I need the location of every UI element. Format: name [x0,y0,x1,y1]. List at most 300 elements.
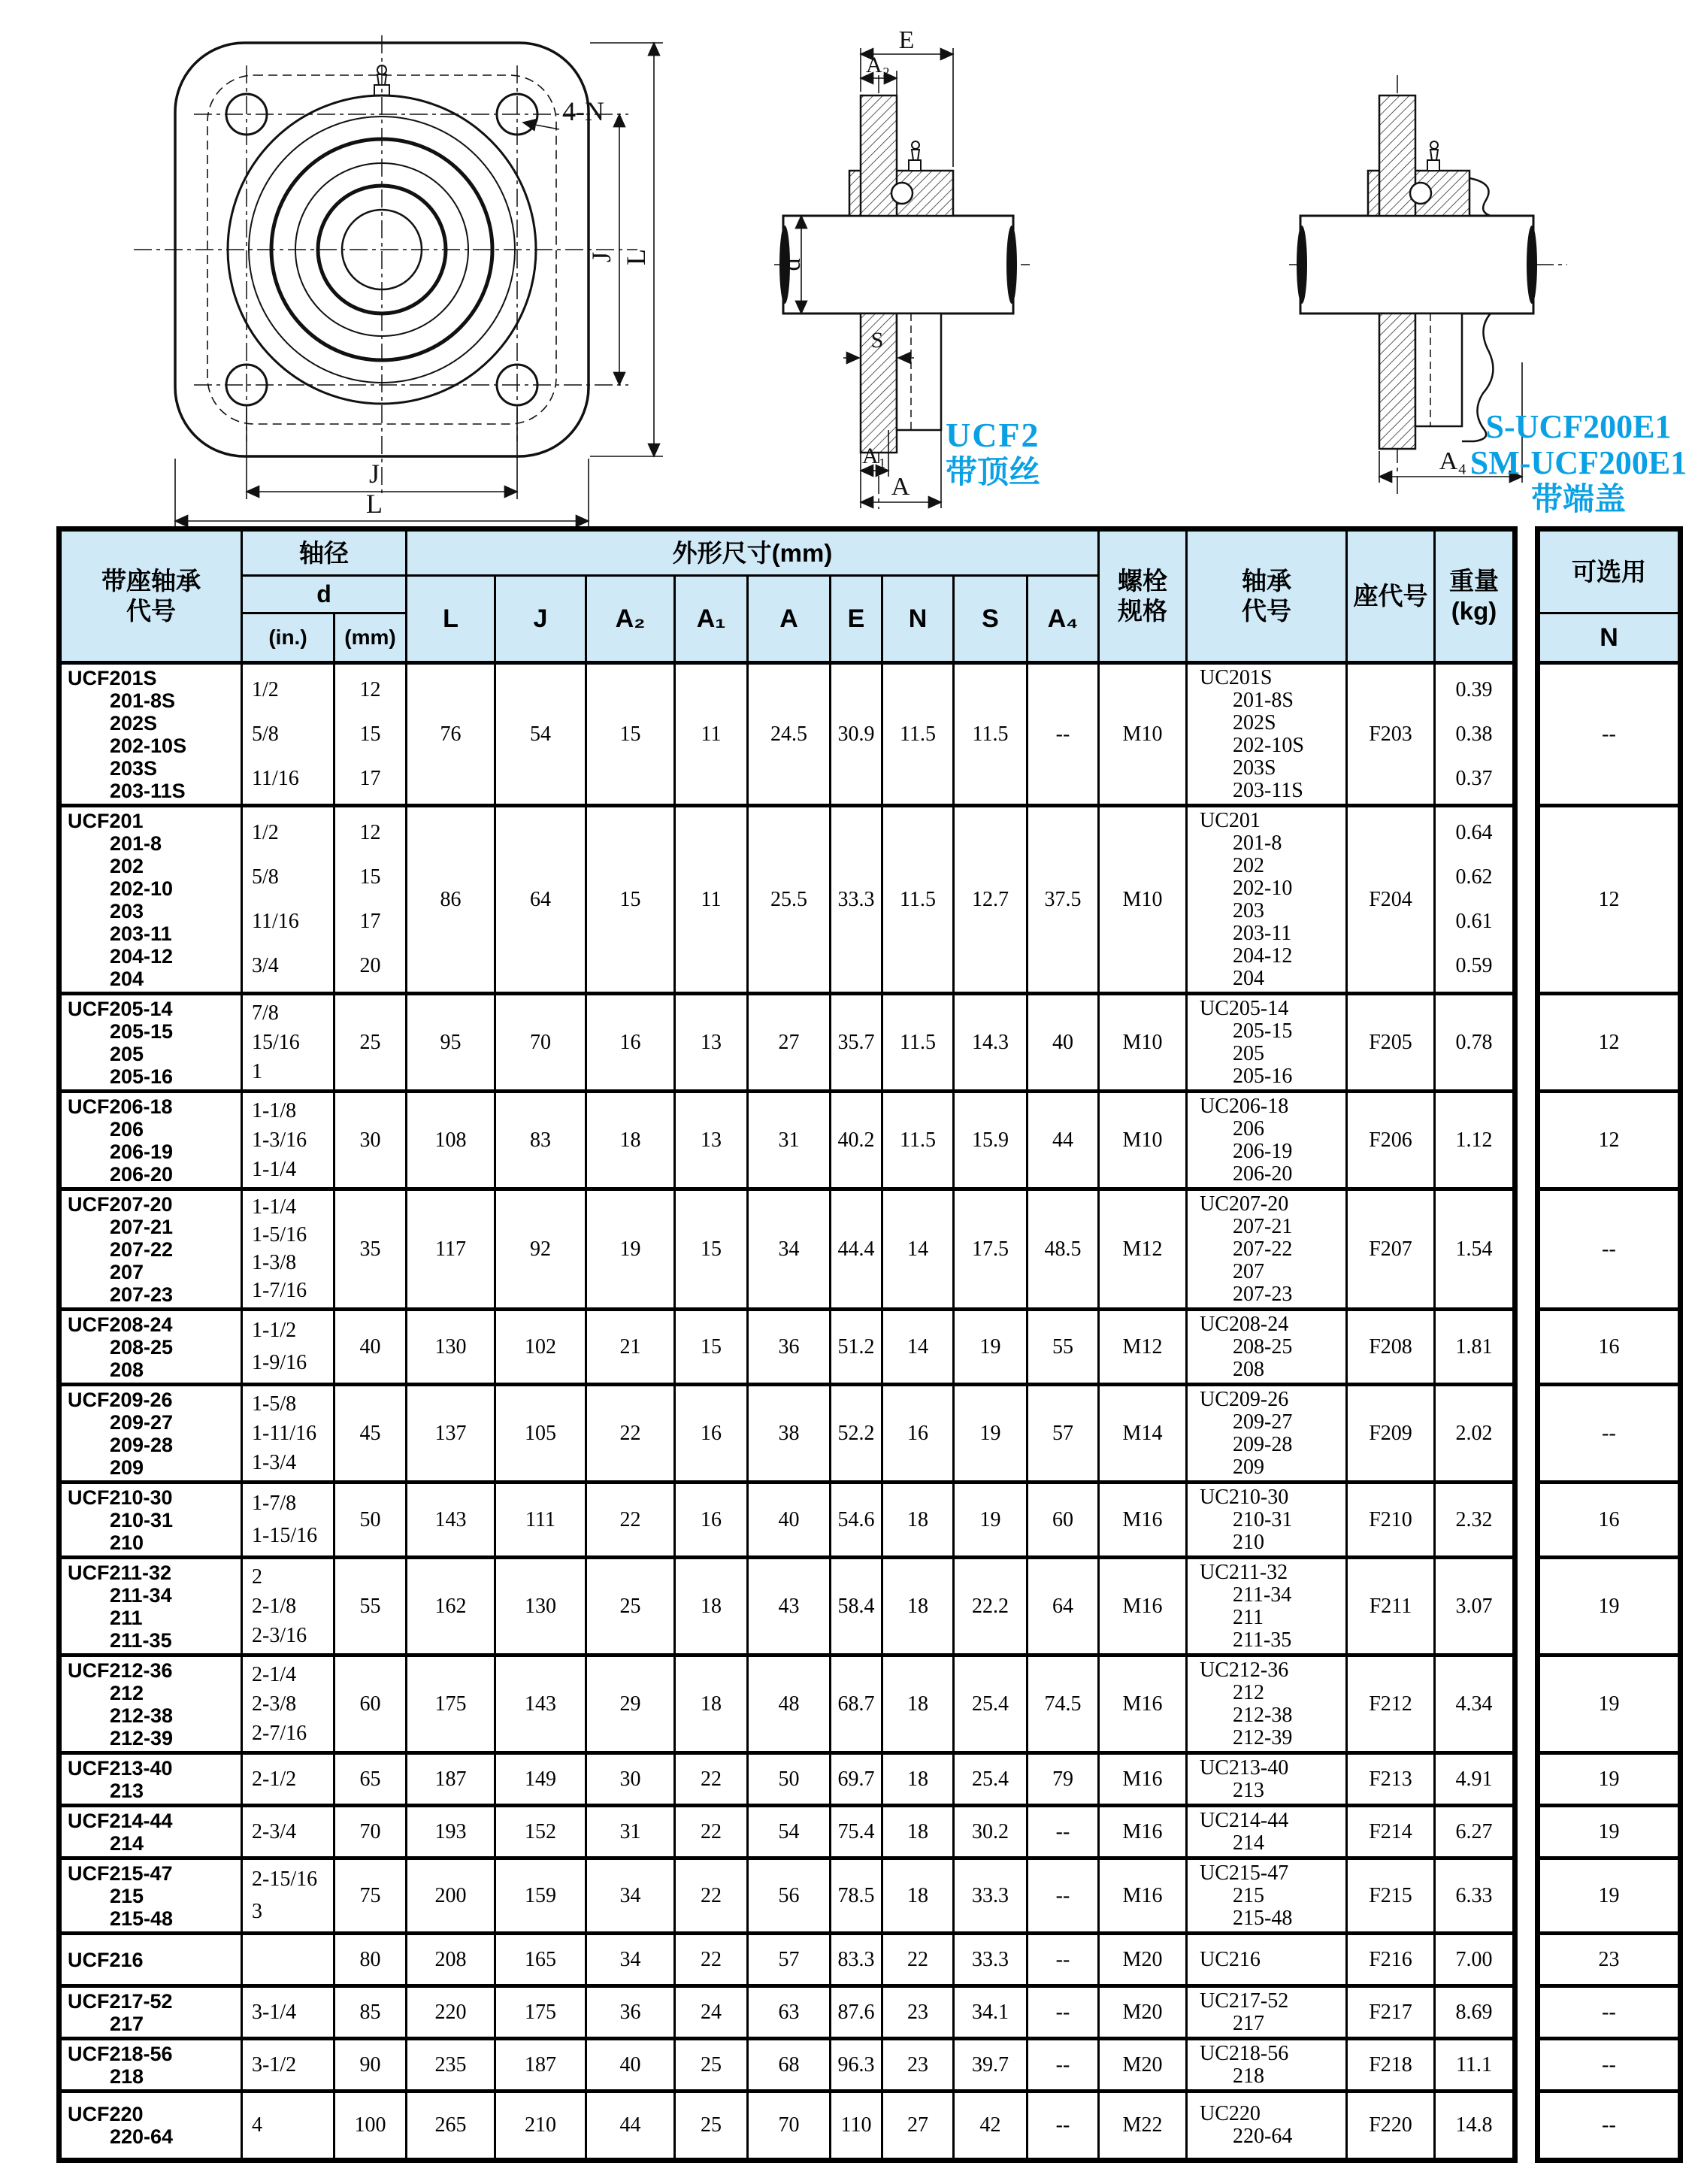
text-line: 202-10S [110,734,187,757]
text-line: UCF201S [68,666,157,689]
dim-n-cell: 18 [883,1860,955,1935]
dim-e-cell: 52.2 [831,1386,883,1484]
text-line: 202 [1233,853,1264,877]
text-line: 215-48 [110,1907,174,1930]
shaft-dia-mm-cell [335,807,407,995]
dim-l-cell: 220 [407,1988,496,2040]
shaft-end [1006,226,1017,304]
dim-a4-cell: 55 [1028,1311,1100,1386]
bearing-code-cell [1188,1484,1348,1559]
optional-n-cell: 16 [1540,1311,1678,1386]
shaft-dia-inch-cell [243,1386,335,1484]
dim-a1-cell: 24 [676,1988,749,2040]
text-line: 208 [1233,1357,1264,1381]
header-dim-a1: A₁ [676,577,749,665]
dim-j-cell: 149 [496,1755,587,1807]
text-line: 5/8 [252,722,279,746]
header-line: 带座轴承 [101,567,201,595]
text-line: 1-7/16 [252,1278,307,1302]
text-line: 3.07 [1455,1594,1493,1618]
header-dim-e: E [831,577,883,665]
dim-a4-cell: -- [1028,1860,1100,1935]
text-line: 210-31 [1233,1507,1293,1531]
shaft-dia-mm-cell [335,1988,407,2040]
text-line: UC213-40 [1200,1755,1289,1780]
text-line: UC210-30 [1200,1485,1289,1509]
dim-l-cell: 175 [407,1657,496,1755]
bolt-size-cell: M12 [1100,1191,1188,1311]
bolt-size-cell: M10 [1100,807,1188,995]
text-line: 203 [110,899,144,922]
dim-a-cell: 31 [749,1093,831,1191]
text-line: 35 [359,1237,381,1261]
bolt-size-cell: M10 [1100,995,1188,1093]
housed-bearing-code-cell [62,1093,243,1191]
bearing-code-lines [1200,1486,1292,1554]
bolt-size-cell: M20 [1100,1935,1188,1988]
bearing-code-cell [1188,1093,1348,1191]
text-line: 1-5/16 [252,1223,307,1247]
optional-n-cell: -- [1540,665,1678,807]
weight-cell [1436,2093,1512,2158]
dim-l-cell: 162 [407,1559,496,1657]
dim-label-a4: A₄ [1439,447,1467,475]
dim-label-j-bottom: J [368,459,380,489]
weight-cell [1436,995,1512,1093]
dim-a1-cell: 22 [676,1860,749,1935]
text-line: 209 [1233,1455,1264,1479]
text-line: 15 [359,722,381,746]
text-line: 201-8S [110,689,176,712]
dim-a4-cell: 40 [1028,995,1100,1093]
optional-n-table [1535,526,1683,2163]
bearing-code-cell [1188,807,1348,995]
dim-e-cell: 87.6 [831,1988,883,2040]
dim-a-cell: 43 [749,1559,831,1657]
bearing-code-lines [1200,2103,1292,2148]
optional-n-cell: 19 [1540,1807,1678,1860]
text-line: 1/2 [252,820,279,844]
header-d: d [243,577,407,614]
text-line: 217 [1233,2011,1264,2035]
dim-e-cell: 83.3 [831,1935,883,1988]
text-line: 208-25 [1233,1334,1293,1359]
weight-cell [1436,1191,1512,1311]
dim-j-cell: 64 [496,807,587,995]
bearing-code-lines [1200,1757,1288,1802]
text-line: 0.38 [1455,722,1493,746]
housing-code-cell: F206 [1348,1093,1436,1191]
dim-a1-cell: 11 [676,807,749,995]
text-line: 214 [110,1831,144,1855]
dim-l-cell: 235 [407,2040,496,2093]
text-line: 214 [1233,1831,1264,1855]
dim-label-a: A [891,473,910,501]
text-line: 15 [359,865,381,889]
text-line: UCF205-14 [68,997,173,1020]
caption-line: 带顶丝 [946,456,1041,490]
housing-code-cell: F216 [1348,1935,1436,1988]
header-line: 重量 [1449,567,1499,595]
dim-j-cell: 143 [496,1657,587,1755]
dim-j-cell: 130 [496,1559,587,1657]
bearing-code-lines [1200,1389,1292,1479]
header-dim-j: J [496,577,587,665]
text-line: 3-1/4 [252,2000,297,2024]
dim-a2-cell: 29 [587,1657,676,1755]
dim-a2-cell: 44 [587,2093,676,2158]
text-line: 207-22 [1233,1237,1293,1261]
housed-bearing-code-cell [62,1935,243,1988]
bearing-code-lines [1200,1862,1292,1930]
text-line: 215-48 [1233,1906,1293,1930]
text-line: 3/4 [252,954,279,978]
text-line: 209-28 [1233,1432,1293,1456]
dim-j-cell: 54 [496,665,587,807]
text-line: UC201S [1200,665,1273,689]
housing-code-cell: F209 [1348,1386,1436,1484]
text-line: 204 [110,967,144,990]
shaft [1300,216,1533,314]
dim-a1-cell: 25 [676,2093,749,2158]
optional-n-cell: 23 [1540,1935,1678,1988]
dim-j-cell: 165 [496,1935,587,1988]
housing-code-cell: F205 [1348,995,1436,1093]
text-line: 7.00 [1455,1947,1493,1971]
text-line: 208-25 [110,1335,174,1359]
text-line: UC201 [1200,808,1261,832]
optional-n-cell: -- [1540,1386,1678,1484]
text-line: 1-3/4 [252,1450,297,1474]
dim-s-cell: 19 [955,1311,1028,1386]
housing-code-cell: F215 [1348,1860,1436,1935]
text-line: 25 [359,1030,381,1054]
text-line: 201-8 [1233,831,1282,855]
text-line: 217 [110,2012,144,2035]
text-line: UC212-36 [1200,1658,1289,1682]
dim-a-cell: 70 [749,2093,831,2158]
text-line: 212-38 [110,1704,174,1727]
text-line: 203-11S [110,779,186,802]
dim-j-cell: 105 [496,1386,587,1484]
housed-bearing-code-cell [62,1386,243,1484]
text-line: 80 [359,1947,381,1971]
text-line: 8.69 [1455,2000,1493,2024]
text-line: 0.61 [1455,910,1493,934]
dim-e-cell: 35.7 [831,995,883,1093]
text-line: 1-5/8 [252,1392,297,1416]
text-line: 211-35 [1233,1628,1292,1652]
dim-e-cell: 68.7 [831,1657,883,1755]
text-line: 203 [1233,898,1264,922]
dim-a4-cell: 48.5 [1028,1191,1100,1311]
dim-a2-cell: 40 [587,2040,676,2093]
bearing-code-cell [1188,1988,1348,2040]
dim-l-cell: 265 [407,2093,496,2158]
shaft-dia-inch-cell [243,1860,335,1935]
bolt-size-cell: M16 [1100,1657,1188,1755]
dim-a-cell: 50 [749,1755,831,1807]
dim-a4-cell: 44 [1028,1093,1100,1191]
housed-bearing-code-cell [62,1860,243,1935]
text-line: 212-38 [1233,1703,1293,1727]
bolt-size-cell: M20 [1100,1988,1188,2040]
header-optional: 可选用 [1540,532,1678,614]
header-inch: (in.) [243,614,335,665]
text-line: 206-20 [110,1162,174,1186]
text-line: 209-27 [110,1410,174,1434]
dim-n-cell: 11.5 [883,995,955,1093]
housing-code-cell: F207 [1348,1191,1436,1311]
text-line: 206-20 [1233,1162,1293,1186]
text-line: 3 [252,1900,262,1924]
dim-a-cell: 34 [749,1191,831,1311]
text-line: 201-8S [1233,688,1294,712]
header-weight [1436,532,1512,665]
bearing-code-cell [1188,1935,1348,1988]
text-line: UC216 [1200,1947,1261,1971]
header-line: 代号 [1242,597,1291,625]
dim-a-cell: 27 [749,995,831,1093]
text-line: UCF212-36 [68,1658,173,1682]
text-line: 205-16 [110,1065,174,1088]
dim-a4-cell: 64 [1028,1559,1100,1657]
dim-n-cell: 18 [883,1755,955,1807]
text-line: 202-10 [1233,876,1293,900]
dim-a-cell: 68 [749,2040,831,2093]
weight-cell [1436,1755,1512,1807]
dim-a2-cell: 15 [587,807,676,995]
text-line: 206 [110,1117,144,1140]
weight-cell [1436,1988,1512,2040]
housing-code-cell: F218 [1348,2040,1436,2093]
text-line: UCF214-44 [68,1809,173,1832]
flange-leg [897,314,941,430]
text-line: UCF207-20 [68,1192,173,1216]
dim-a-cell: 57 [749,1935,831,1988]
dim-label-s: S [870,328,884,353]
dim-e-cell: 78.5 [831,1860,883,1935]
text-line: 213 [1233,1778,1264,1802]
dim-e-cell: 58.4 [831,1559,883,1657]
dim-a2-cell: 31 [587,1807,676,1860]
caption-line: SM-UCF200E1 [1469,444,1687,481]
dim-n-cell: 18 [883,1807,955,1860]
bearing-code-lines [1200,1562,1291,1652]
text-line: 4 [252,2113,262,2137]
dim-e-cell: 110 [831,2093,883,2158]
text-line: 45 [359,1421,381,1445]
housed-bearing-code-cell [62,1191,243,1311]
shaft-dia-inch-cell [243,1935,335,1988]
dim-e-cell: 54.6 [831,1484,883,1559]
text-line: 211-34 [110,1583,172,1607]
shaft [783,216,1013,314]
text-line: UCF201 [68,809,144,832]
dim-j-cell: 159 [496,1860,587,1935]
dim-a4-cell: 37.5 [1028,807,1100,995]
bearing-code-lines [1200,1810,1288,1855]
shaft-dia-mm-cell [335,2093,407,2158]
dim-j-cell: 111 [496,1484,587,1559]
spec-table [56,526,1518,2163]
dim-l-cell: 187 [407,1755,496,1807]
shaft-dia-inch-cell [243,2093,335,2158]
shaft-dia-inch-cell [243,665,335,807]
dim-e-cell: 69.7 [831,1755,883,1807]
text-line: UC206-18 [1200,1094,1289,1118]
bearing-code-cell [1188,1311,1348,1386]
text-line: 17 [359,910,381,934]
housed-bearing-code-cell [62,1755,243,1807]
text-line: UCF217-52 [68,1989,173,2013]
text-line: 1/2 [252,677,279,701]
dim-a2-cell: 16 [587,995,676,1093]
bearing-code-cell [1188,665,1348,807]
text-line: 204 [1233,966,1264,990]
shaft-dia-mm-cell [335,1311,407,1386]
header-line: 轴承 [1242,567,1291,595]
header-dim-l: L [407,577,496,665]
text-line: 203-11 [110,922,172,945]
text-line: 6.27 [1455,1819,1493,1843]
text-line: 1-9/16 [252,1351,307,1375]
text-line: 65 [359,1767,381,1791]
text-line: UC215-47 [1200,1861,1289,1885]
text-line: UC214-44 [1200,1808,1289,1832]
dim-j-cell: 152 [496,1807,587,1860]
text-line: 202 [110,854,144,877]
dim-label-l-right: L [621,249,651,265]
dim-a2-cell: 21 [587,1311,676,1386]
text-line: 30 [359,1128,381,1152]
housed-bearing-code-cell [62,1807,243,1860]
dim-a2-cell: 18 [587,1093,676,1191]
caption-line: UCF2 [946,416,1040,454]
text-line: 1-3/16 [252,1128,307,1152]
text-line: 203S [1233,756,1276,780]
bearing-code-cell [1188,1807,1348,1860]
optional-n-cell: 16 [1540,1484,1678,1559]
optional-n-cell: 19 [1540,1755,1678,1807]
bearing-code-lines [1200,1990,1288,2035]
dim-a1-cell: 11 [676,665,749,807]
bearing-code-cell [1188,995,1348,1093]
text-line: 1-15/16 [252,1524,318,1548]
housed-bearing-code-cell [62,2093,243,2158]
weight-cell [1436,807,1512,995]
text-line: 1.54 [1455,1237,1493,1261]
dim-a-cell: 54 [749,1807,831,1860]
header-bearing-code [1188,532,1348,665]
dim-a4-cell: 57 [1028,1386,1100,1484]
bearing-code-cell [1188,1559,1348,1657]
dim-a4-cell: -- [1028,1807,1100,1860]
text-line: 202S [1233,710,1276,735]
header-line: 代号 [126,597,176,625]
text-line: 211 [110,1606,143,1629]
optional-n-cell: -- [1540,2093,1678,2158]
bearing-ball [1410,183,1431,204]
header-dim-a4: A₄ [1028,577,1100,665]
bolt-size-cell: M16 [1100,1755,1188,1807]
shaft-dia-mm-cell [335,1093,407,1191]
dim-a-cell: 38 [749,1386,831,1484]
dim-s-cell: 19 [955,1484,1028,1559]
dim-n-cell: 11.5 [883,1093,955,1191]
dim-label-j-right: J [586,251,616,263]
header-optional-n: N [1540,614,1678,665]
weight-cell [1436,665,1512,807]
dim-s-cell: 42 [955,2093,1028,2158]
text-line: 207 [110,1260,144,1283]
shaft-dia-mm-cell [335,1559,407,1657]
text-line: 50 [359,1507,381,1531]
shaft-dia-inch-cell [243,1657,335,1755]
dim-n-cell: 23 [883,2040,955,2093]
header-housing-code: 座代号 [1348,532,1436,665]
bearing-code-cell [1188,1386,1348,1484]
text-line: 1-1/4 [252,1195,297,1219]
text-line: UC218-56 [1200,2041,1289,2065]
flange-lower-section [1379,314,1415,449]
shaft-dia-mm-cell [335,1657,407,1755]
dim-e-cell: 96.3 [831,2040,883,2093]
housed-bearing-code-cell [62,995,243,1093]
shaft-dia-inch-cell [243,1093,335,1191]
text-line: UC220 [1200,2102,1261,2125]
dim-s-cell: 25.4 [955,1657,1028,1755]
text-line: 70 [359,1819,381,1843]
caption-line: S-UCF200E1 [1485,408,1672,445]
text-line: UCF218-56 [68,2042,173,2065]
dim-a-cell: 36 [749,1311,831,1386]
housing-code-cell: F217 [1348,1988,1436,2040]
text-line: UCF220 [68,2103,144,2125]
dim-a4-cell: -- [1028,2040,1100,2093]
dim-a-cell: 56 [749,1860,831,1935]
text-line: 203S [110,756,158,780]
shaft-dia-mm-cell [335,1191,407,1311]
dim-n-cell: 23 [883,1988,955,2040]
dim-a1-cell: 22 [676,1755,749,1807]
dim-label-a2: A₂ [865,53,891,77]
text-line: 0.39 [1455,677,1493,701]
text-line: 209 [110,1455,144,1479]
dim-label-d: d [778,258,806,271]
front-view-drawing [111,32,735,532]
text-line: 55 [359,1594,381,1618]
text-line: 211-35 [110,1628,172,1652]
dim-e-cell: 51.2 [831,1311,883,1386]
housing-code-cell: F214 [1348,1807,1436,1860]
weight-cell [1436,1657,1512,1755]
dim-n-cell: 14 [883,1311,955,1386]
header-line: 规格 [1118,597,1167,625]
text-line: 0.59 [1455,954,1493,978]
caption-sucf200e1 [1443,409,1704,519]
housed-bearing-code-cell [62,1559,243,1657]
housing-code-cell: F213 [1348,1755,1436,1807]
dim-l-cell: 86 [407,807,496,995]
text-line: 207-23 [110,1283,174,1306]
text-line: UC209-26 [1200,1387,1289,1411]
dim-label-l-bottom: L [366,489,383,519]
housing-code-cell: F220 [1348,2093,1436,2158]
housing-code-cell: F208 [1348,1311,1436,1386]
shaft-dia-inch-cell [243,1755,335,1807]
text-line: 2.02 [1455,1421,1493,1445]
